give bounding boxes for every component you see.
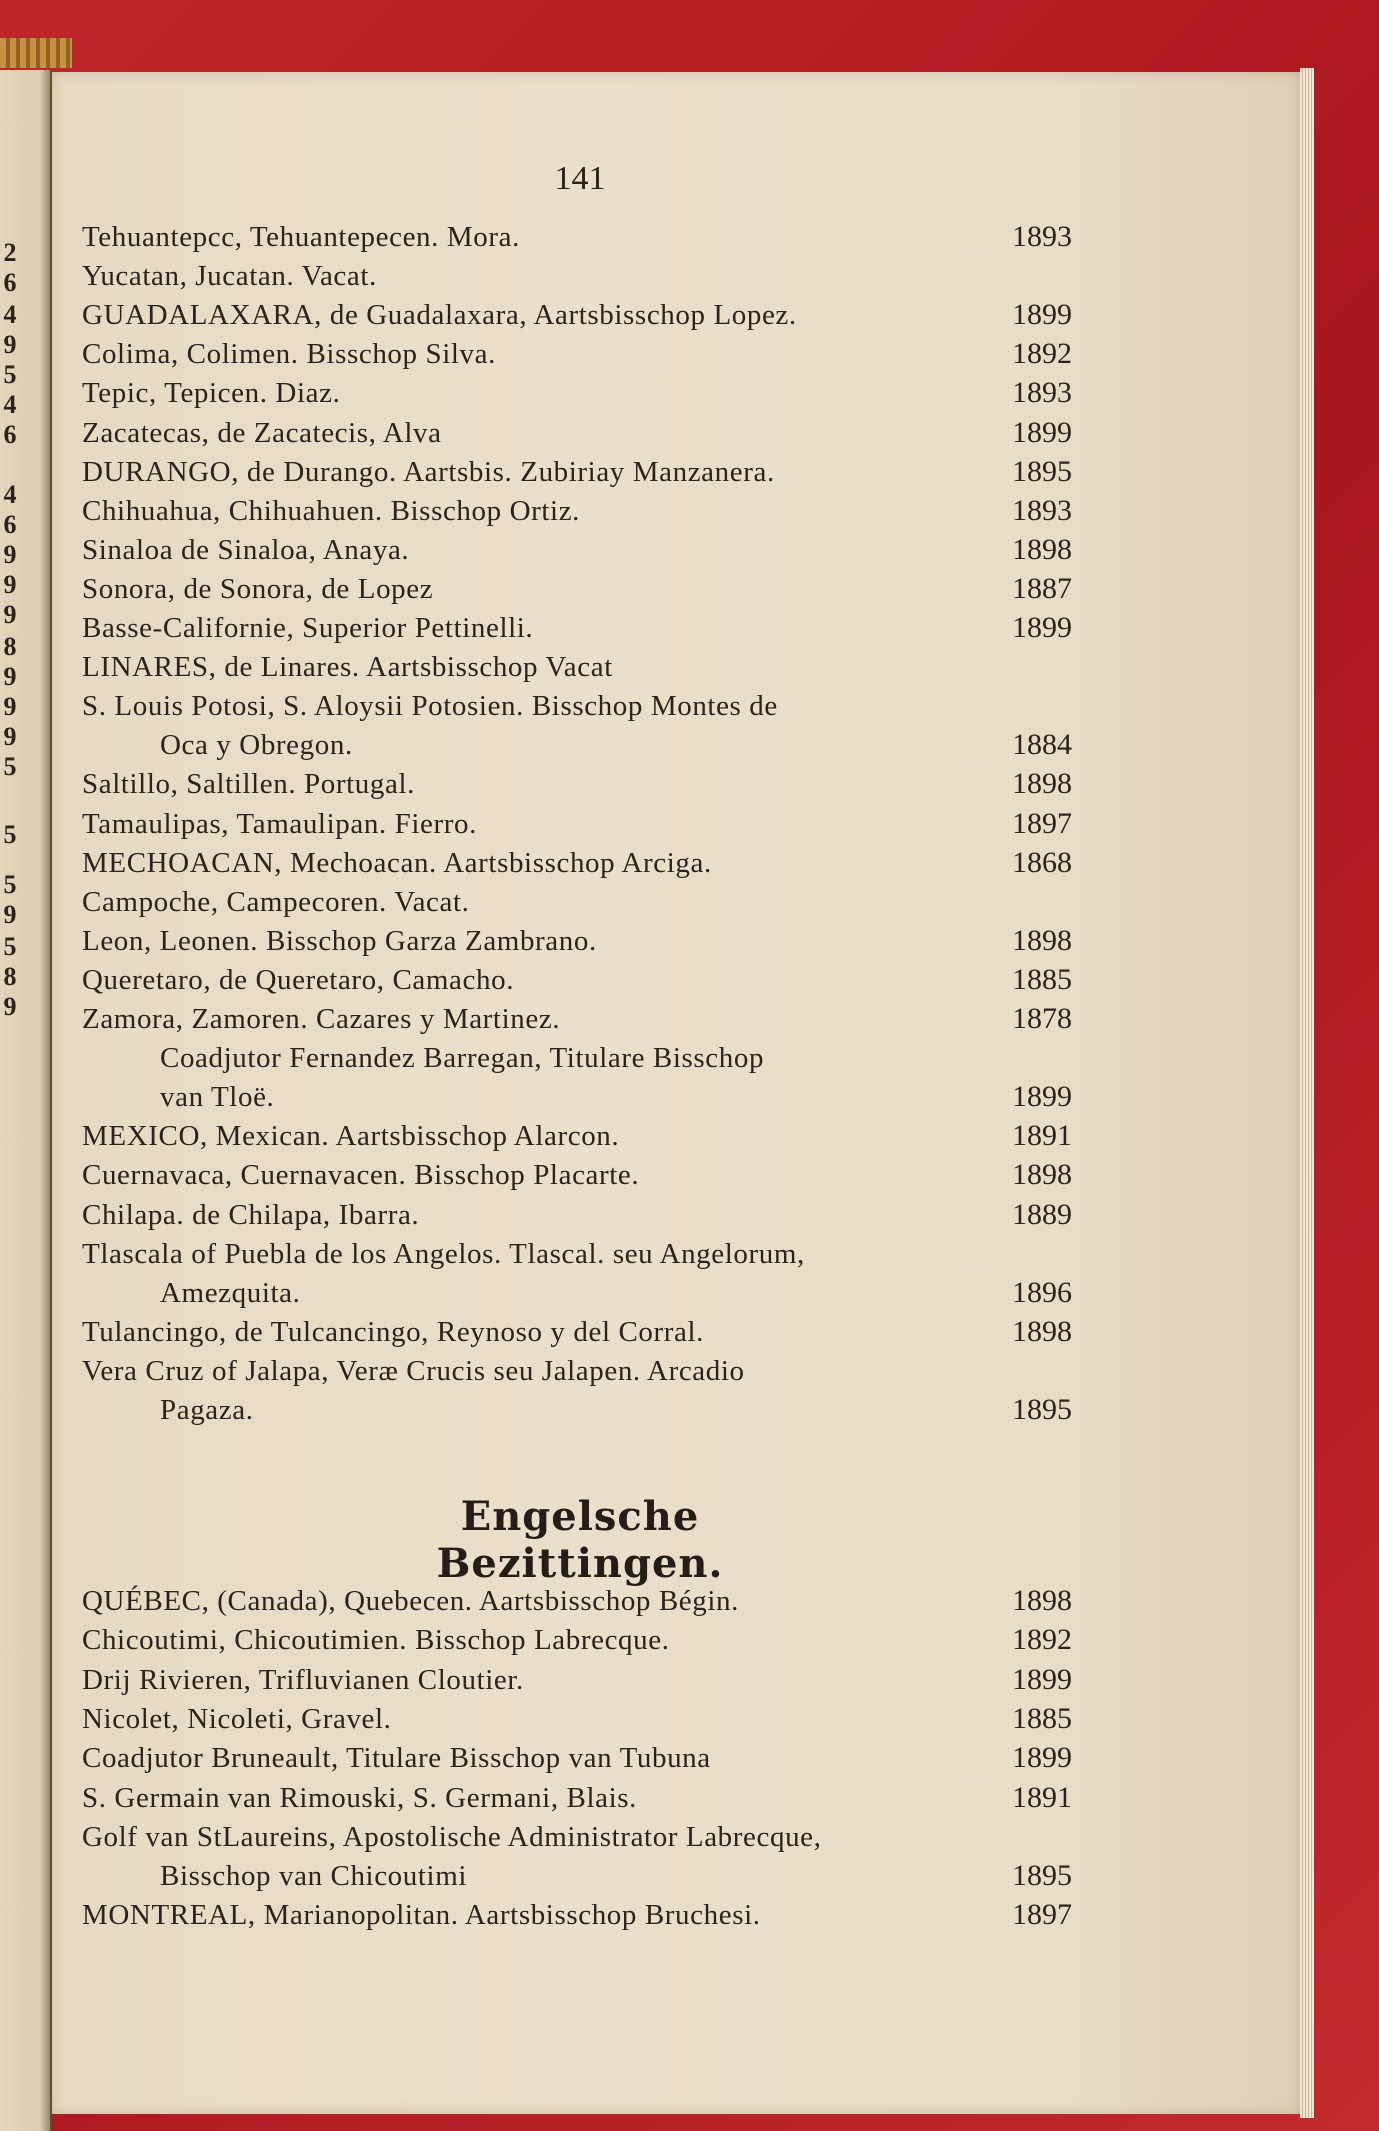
previous-page-digit: 5 [3, 870, 17, 899]
entry-text: Tlascala of Puebla de los Angelos. Tlascal. seu Angelorum, [82, 1237, 805, 1270]
entry-year: 1899 [1012, 298, 1072, 332]
entry-year: 1895 [1012, 1859, 1072, 1893]
previous-page-digit: 9 [3, 600, 17, 629]
entry-text: Yucatan, Jucatan. Vacat. [82, 260, 377, 293]
entry-text: Queretaro, de Queretaro, Camacho. [82, 963, 515, 996]
entry-text: Chihuahua, Chihuahuen. Bisschop Ortiz. [82, 494, 581, 527]
entry-year: 1899 [1012, 611, 1072, 644]
entry-year: 1898 [1012, 1584, 1072, 1617]
entry-year: 1891 [1012, 1119, 1072, 1153]
entry-year: 1895 [1012, 454, 1072, 488]
page-number: 141 [554, 160, 606, 197]
entry-text: DURANGO, de Durango. Aartsbis. Zubiriay Manzanera. [82, 455, 775, 488]
entry-text: GUADALAXARA, de Guadalaxara, Aartsbisschop Lopez. [82, 299, 797, 332]
entry-text: Leon, Leonen. Bisschop Garza Zambrano. [82, 924, 597, 957]
previous-page-digit: 4 [3, 480, 17, 509]
entry-year: 1899 [1012, 415, 1072, 449]
entry-text: QUÉBEC, (Canada), Quebecen. Aartsbisschop Bégin. [82, 1585, 739, 1617]
previous-page-digit: 4 [3, 300, 17, 329]
entry-text: Oca y Obregon. [160, 729, 353, 762]
previous-page-digit: 9 [3, 992, 17, 1021]
previous-page-digit: 9 [3, 662, 17, 691]
entry-year: 1897 [1012, 1898, 1072, 1932]
entry-text: van Tloë. [160, 1081, 275, 1114]
entry-text: Vera Cruz of Jalapa, Veræ Crucis seu Jalapen. Arcadio [82, 1354, 745, 1387]
previous-page-digit: 9 [3, 722, 17, 751]
entry-text: S. Louis Potosi, S. Aloysii Potosien. Bisschop Montes de [82, 690, 778, 723]
previous-page-digit: 8 [3, 632, 17, 661]
entry-text: Nicolet, Nicoleti, Gravel. [82, 1702, 392, 1735]
entry-year: 1898 [1012, 532, 1072, 566]
entry-year: 1897 [1012, 806, 1072, 840]
previous-page-digit: 9 [3, 330, 17, 359]
previous-page-digit: 8 [3, 962, 17, 991]
entry-year: 1898 [1012, 923, 1072, 957]
entry-year: 1896 [1012, 1275, 1072, 1309]
entry-year: 1878 [1012, 1002, 1072, 1035]
previous-page-digit: 4 [3, 390, 17, 419]
previous-page-digit: 9 [3, 570, 17, 599]
entry-year: 1893 [1012, 493, 1072, 527]
entry-year: 1898 [1012, 1314, 1072, 1348]
entry-text: Zamora, Zamoren. Cazares y Martinez. [82, 1003, 561, 1035]
previous-page-digit: 6 [3, 420, 17, 449]
entry-text: Zacatecas, de Zacatecis, Alva [82, 416, 442, 449]
entry-year: 1887 [1012, 571, 1072, 605]
previous-page-digit: 9 [3, 900, 17, 929]
entry-text: Sinaloa de Sinaloa, Anaya. [82, 533, 410, 566]
entry-year: 1892 [1012, 1623, 1072, 1657]
entry-year: 1885 [1012, 1701, 1072, 1735]
entry-text: S. Germain van Rimouski, S. Germani, Blais. [82, 1781, 638, 1814]
entry-year: 1898 [1012, 767, 1072, 801]
entry-year: 1891 [1012, 1780, 1072, 1814]
previous-page-digit: 2 [3, 238, 17, 267]
entry-text: Tepic, Tepicen. Diaz. [82, 377, 341, 410]
entry-text: Campoche, Campecoren. Vacat. [82, 885, 470, 918]
entry-text: Chilapa. de Chilapa, Ibarra. [82, 1198, 420, 1231]
entry-text: MECHOACAN, Mechoacan. Aartsbisschop Arciga. [82, 846, 712, 879]
previous-page-digit: 5 [3, 752, 17, 781]
previous-page-digit: 9 [3, 540, 17, 569]
entry-year: 1899 [1012, 1741, 1072, 1775]
entry-row [82, 1818, 1082, 1856]
entry-year: 1899 [1012, 1080, 1072, 1114]
previous-page-digit: 5 [3, 360, 17, 389]
previous-page-digit: 5 [3, 932, 17, 961]
entry-text: Golf van StLaureins, Apostolische Administrator Labrecque, [82, 1820, 822, 1853]
entry-text: Tamaulipas, Tamaulipan. Fierro. [82, 807, 477, 840]
entry-text: Colima, Colimen. Bisschop Silva. [82, 338, 496, 371]
previous-page-digit: 9 [3, 692, 17, 721]
entry-text: MONTREAL, Marianopolitan. Aartsbisschop Bruchesi. [82, 1899, 761, 1932]
previous-page-digit: 6 [3, 510, 17, 539]
entry-text: LINARES, de Linares. Aartsbisschop Vacat [82, 651, 613, 684]
previous-page-digit: 6 [3, 268, 17, 297]
section-title: Engelsche Bezittingen. [436, 1493, 724, 1587]
entry-text: Basse-Californie, Superior Pettinelli. [82, 612, 534, 644]
entry-year: 1884 [1012, 728, 1072, 762]
previous-page-digit: 5 [3, 820, 17, 849]
entry-year: 1889 [1012, 1197, 1072, 1231]
entry-text: Drij Rivieren, Trifluvianen Cloutier. [82, 1663, 524, 1696]
entry-text: Amezquita. [160, 1276, 301, 1309]
entry-year: 1899 [1012, 1662, 1072, 1696]
entry-year: 1892 [1012, 337, 1072, 371]
entry-year: 1898 [1012, 1158, 1072, 1192]
entry-text: Tulancingo, de Tulcancingo, Reynoso y del Corral. [82, 1315, 704, 1348]
entry-text: Chicoutimi, Chicoutimien. Bisschop Labrecque. [82, 1624, 670, 1657]
entry-text: Coadjutor Fernandez Barregan, Titulare Bisschop [160, 1042, 765, 1075]
entry-text: Pagaza. [160, 1394, 254, 1426]
entry-text: Bisschop van Chicoutimi [160, 1860, 468, 1893]
entry-year: 1885 [1012, 962, 1072, 996]
entry-year: 1893 [1012, 376, 1072, 410]
entry-text: Coadjutor Bruneault, Titulare Bisschop van Tubuna [82, 1742, 711, 1775]
entry-year: 1895 [1012, 1393, 1072, 1426]
entry-text: Tehuantepcc, Tehuantepecen. Mora. [82, 221, 520, 253]
entry-text: Sonora, de Sonora, de Lopez [82, 572, 434, 605]
entry-text: Cuernavaca, Cuernavacen. Bisschop Placarte. [82, 1159, 640, 1192]
entry-year: 1893 [1012, 220, 1072, 253]
entry-text: MEXICO, Mexican. Aartsbisschop Alarcon. [82, 1120, 620, 1153]
entry-text: Saltillo, Saltillen. Portugal. [82, 768, 415, 801]
entry-year: 1868 [1012, 845, 1072, 879]
